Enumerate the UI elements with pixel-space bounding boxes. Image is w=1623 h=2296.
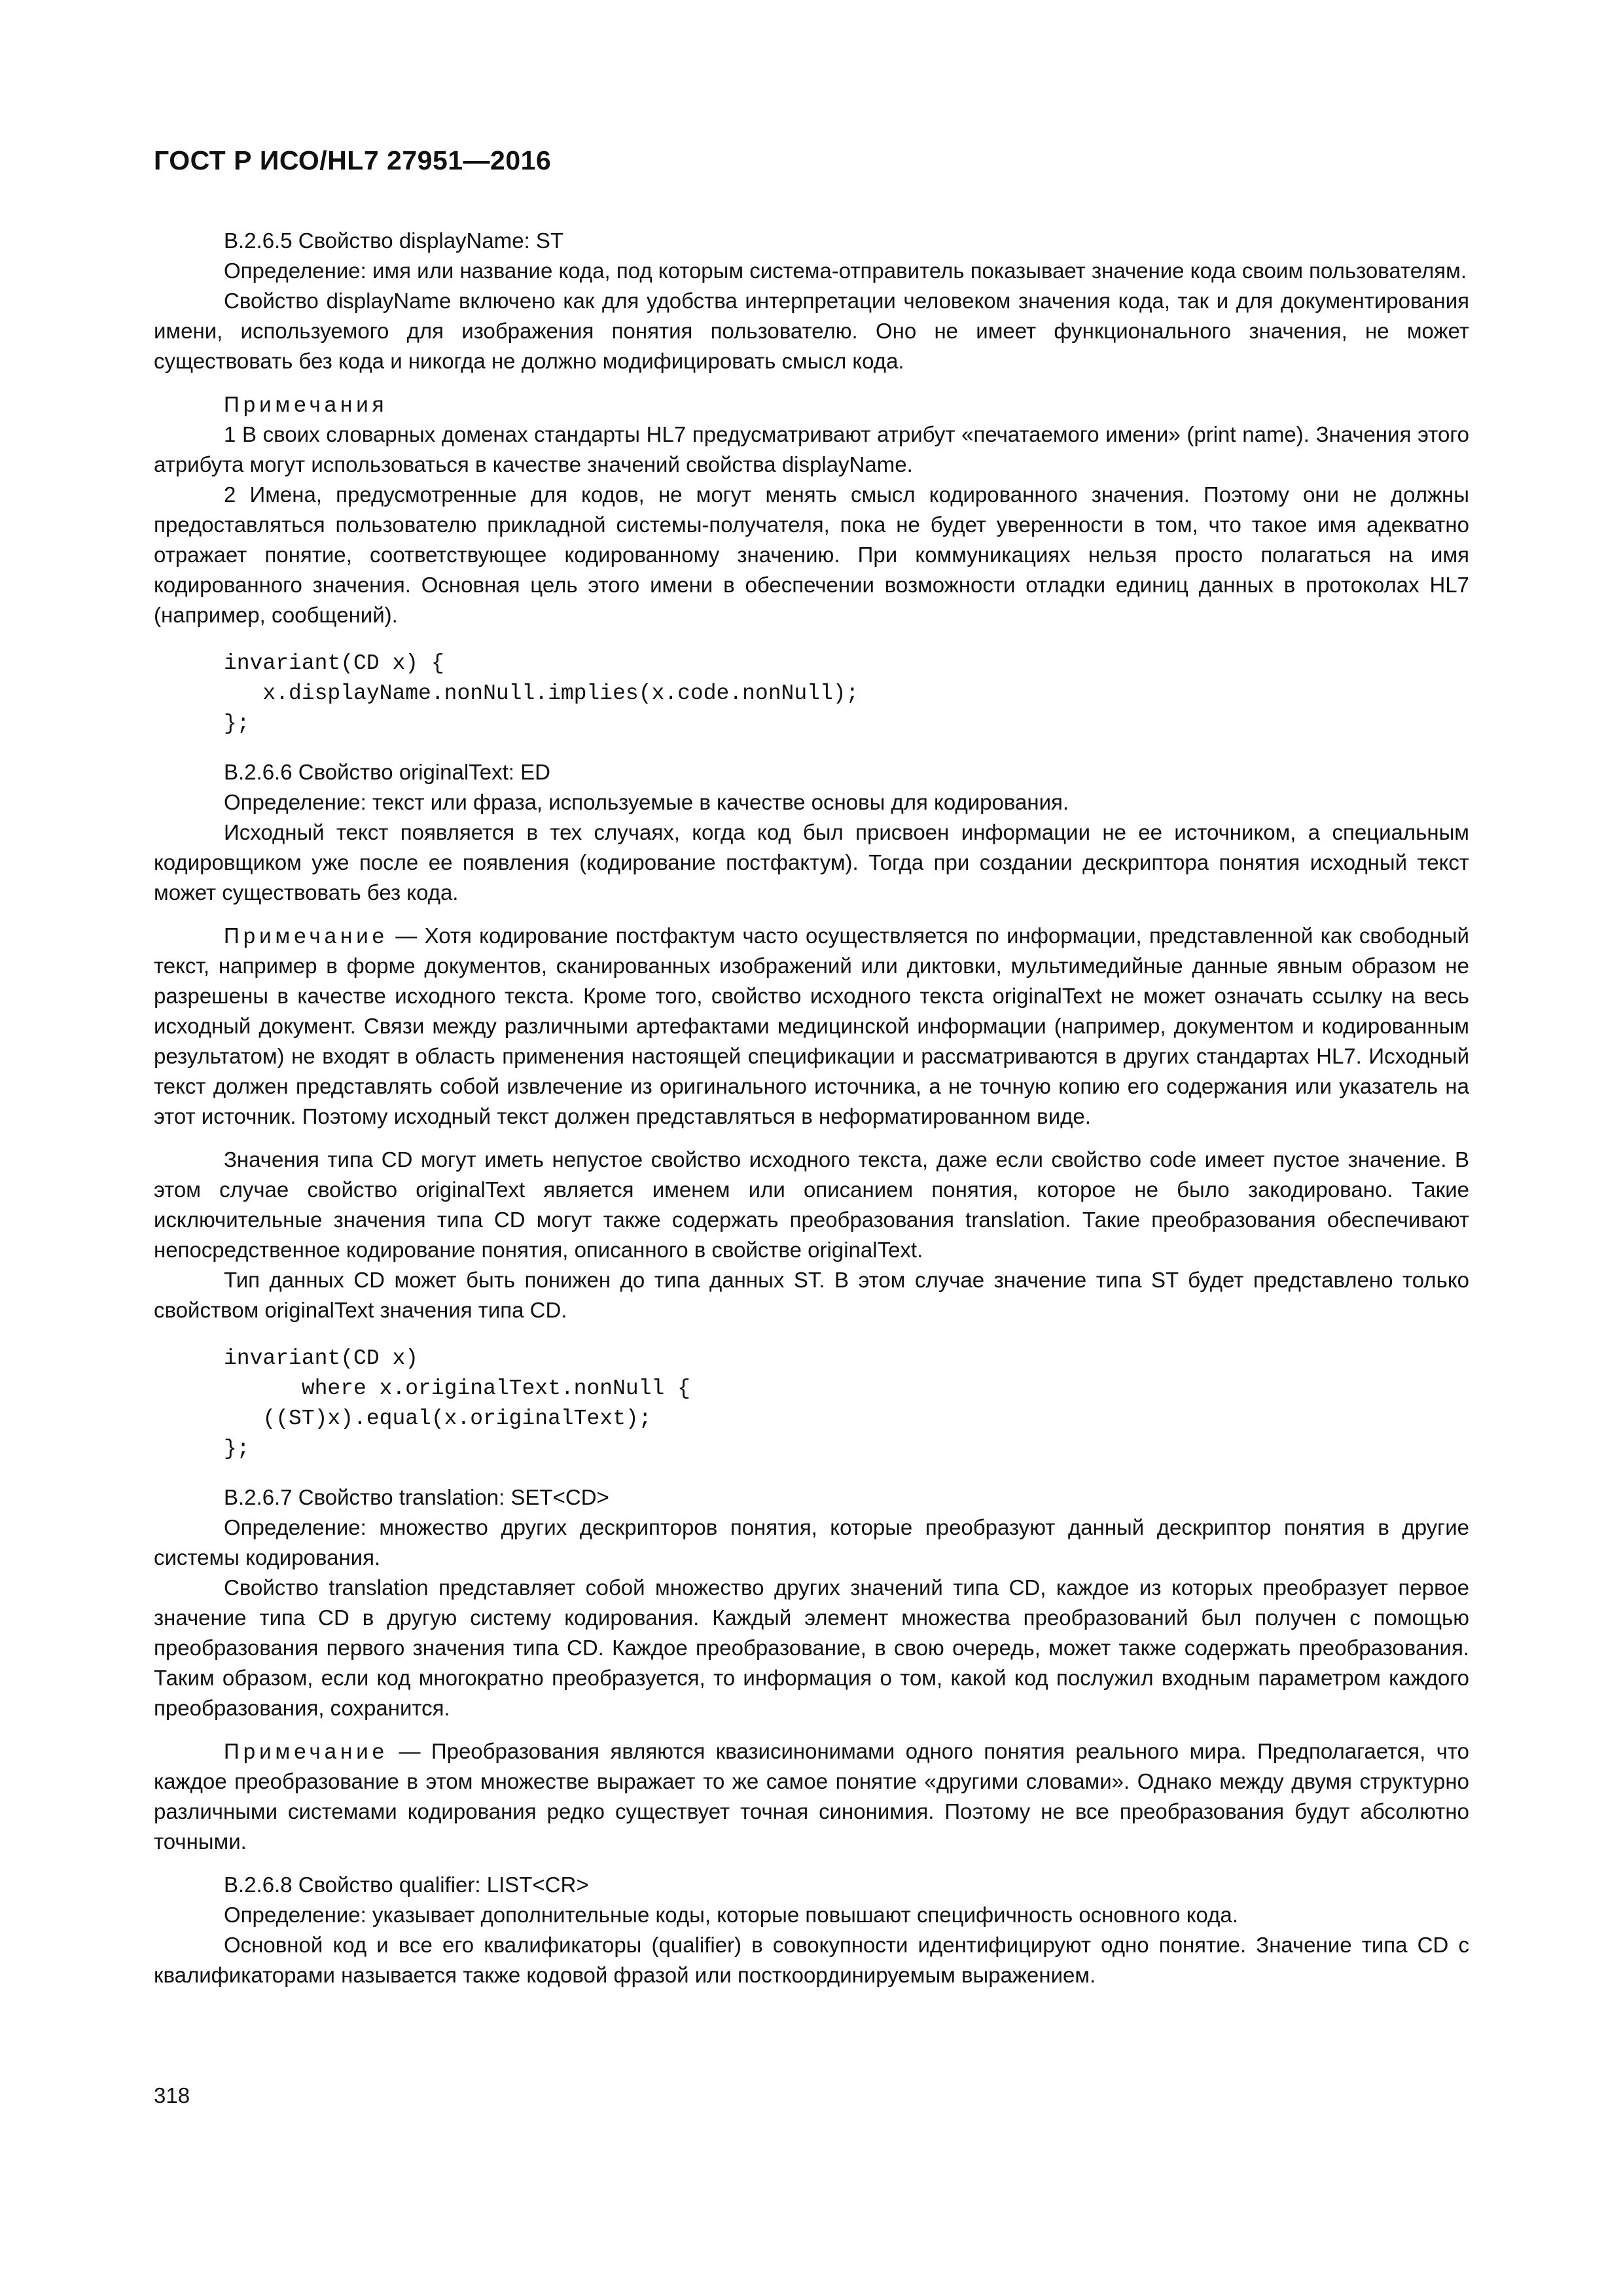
body-b268: Основной код и все его квалификаторы (qualifier) в совокупности идентифицируют одно понятие. Значение типа CD с квалификаторами называется также кодовой фразой или посткоординируемым выражением. <box>154 1933 1469 1987</box>
note-text-b266: — Хотя кодирование постфактум часто осуществляется по информации, представленной как свободный текст, например в форме документов, сканированных изображений или диктовки, мультимедийные данные явным образом не разрешены в качестве исходного текста. Кроме того, свойство исходного текста originalText не может означать ссылку на весь исходный документ. Связи между различными артефактами медицинской информации (например, документом и кодированным результатом) не входят в область применения настоящей спецификации и рассматриваются в других стандартах HL7. Исходный текст должен представлять собой извлечение из оригинального источника, а не точную копию его содержания или указатель на этот источник. Поэтому исходный текст должен представляться в неформатированном виде. <box>154 924 1469 1128</box>
definition-b266: Определение: текст или фраза, используемые в качестве основы для кодирования. <box>224 790 1069 814</box>
notes-heading-b265 <box>154 389 1469 420</box>
page-number: 318 <box>154 2083 190 2108</box>
section-heading-b265: B.2.6.5 Свойство displayName: ST <box>224 228 564 253</box>
note-text-b267: — Преобразования являются квазисинонимами одного понятия реального мира. Предполагается, что каждое преобразование в этом множестве выражает то же самое понятие «другими словами». Однако между двумя структурно различными системами кодирования редко существует точная синонимия. Поэтому не все преобразования будут абсолютно точными. <box>154 1739 1469 1854</box>
section-heading-b266: B.2.6.6 Свойство originalText: ED <box>224 760 550 784</box>
para-2-b266: Тип данных CD может быть понижен до типа данных ST. В этом случае значение типа ST будет представлено только свойством originalText значения типа CD. <box>154 1268 1469 1322</box>
code-block-b265: invariant(CD x) { x.displayName.nonNull.implies(x.code.nonNull); }; <box>224 651 859 736</box>
note-2-b265: 2 Имена, предусмотренные для кодов, не могут менять смысл кодированного значения. Поэтому они не должны предоставляться пользователю прикладной системы-получателя, пока не будет уверенности в том, что такое имя адекватно отражает понятие, соответствующее кодированному значению. При коммуникациях нельзя просто полагаться на имя кодированного значения. Основная цель этого имени в обеспечении возможности отладки единиц данных в протоколах HL7 (например, сообщений). <box>154 482 1469 627</box>
note-label-b266: Примечание <box>224 924 389 948</box>
note-1-b265: 1 В своих словарных доменах стандарты HL7 предусматривают атрибут «печатаемого имени» (print name). Значения этого атрибута могут использоваться в качестве значений свойства displayName. <box>154 422 1469 476</box>
definition-b265: Определение: имя или название кода, под которым система-отправитель показывает значение кода своим пользователям. <box>224 259 1467 283</box>
para-1-b266: Значения типа CD могут иметь непустое свойство исходного текста, даже если свойство code имеет пустое значение. В этом случае свойство originalText является именем или описанием понятия, которое не было закодировано. Такие исключительные значения типа CD могут также содержать преобразования translation. Такие преобразования обеспечивают непосредственное кодирование понятия, описанного в свойстве originalText. <box>154 1147 1469 1262</box>
note-b266 <box>154 921 1469 1132</box>
document-header: ГОСТ Р ИСО/HL7 27951—2016 <box>154 145 552 175</box>
note-label-b267: Примечание <box>224 1739 389 1763</box>
definition-b267: Определение: множество других дескрипторов понятия, которые преобразуют данный дескриптор понятия в другие системы кодирования. <box>154 1515 1469 1570</box>
body-b265: Свойство displayName включено как для удобства интерпретации человеком значения кода, так и для документирования имени, используемого для изображения понятия пользователю. Оно не имеет функционального значения, не может существовать без кода и никогда не должно модифицировать смысл кода. <box>154 289 1469 373</box>
code-block-b266: invariant(CD x) where x.originalText.nonNull { ((ST)x).equal(x.originalText); }; <box>224 1346 690 1461</box>
section-heading-b268: B.2.6.8 Свойство qualifier: LIST<CR> <box>224 1873 589 1897</box>
definition-b268: Определение: указывает дополнительные коды, которые повышают специфичность основного кода. <box>224 1903 1238 1927</box>
note-b267 <box>154 1736 1469 1857</box>
section-heading-b267: B.2.6.7 Свойство translation: SET<CD> <box>224 1485 609 1509</box>
body-b266: Исходный текст появляется в тех случаях, когда код был присвоен информации не ее источником, а специальным кодировщиком уже после ее появления (кодирование постфактум). Тогда при создании дескриптора понятия исходный текст может существовать без кода. <box>154 820 1469 905</box>
notes-label: Примечания <box>224 392 388 416</box>
body-b267: Свойство translation представляет собой множество других значений типа CD, каждое из которых преобразует первое значение типа CD в другую систему кодирования. Каждый элемент множества преобразований был получен с помощью преобразования первого значения типа CD. Каждое преобразование, в свою очередь, может также содержать преобразования. Таким образом, если код многократно преобразуется, то информация о том, какой код послужил входным параметром каждого преобразования, сохранится. <box>154 1575 1469 1720</box>
page-content <box>154 226 1469 1990</box>
